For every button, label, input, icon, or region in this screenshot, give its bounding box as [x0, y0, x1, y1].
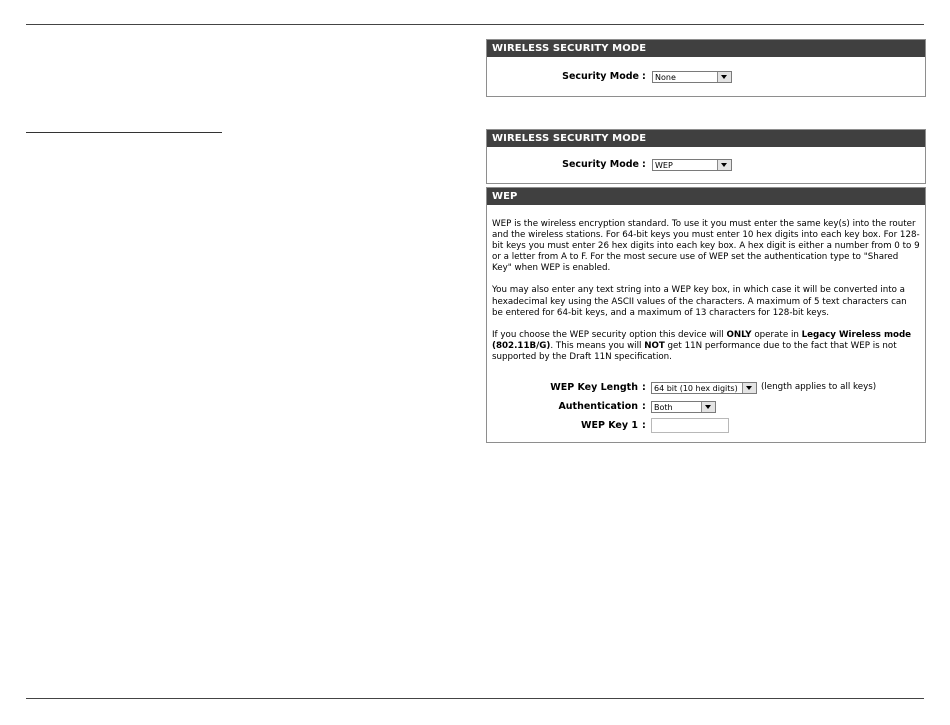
top-divider [26, 24, 924, 25]
heading-underline [26, 132, 222, 133]
colon: : [642, 71, 646, 82]
text-segment: If you choose the WEP security option this device will [492, 329, 727, 340]
security-mode-label: Security Mode [562, 159, 639, 170]
chevron-down-icon[interactable] [717, 160, 731, 170]
wep-description-para-3 [492, 330, 920, 363]
wireless-security-mode-panel-wep [486, 129, 926, 184]
authentication-select[interactable] [651, 401, 716, 413]
wep-description-para-1: WEP is the wireless encryption standard. To use it you must enter the same key(s) into the router and the wireless stations. For 64-bit keys you must enter 10 hex digits into each key box. For 128-bit keys you must enter 26 hex digits into each key box. A hex digit is either a number from 0 to 9 or a letter from A to F. For the most secure use of WEP set the authentication type to "Shared Key" when WEP is enabled. [492, 219, 920, 274]
chevron-down-icon[interactable] [701, 402, 715, 412]
security-mode-row [487, 57, 925, 95]
security-mode-label: Security Mode [562, 71, 639, 82]
colon: : [642, 382, 646, 393]
panel-header: WEP [487, 188, 925, 205]
text-segment: get 11N performance due to the fact that WEP is not supported by the Draft 11N specification. [492, 340, 897, 362]
emphasis-not: NOT [644, 340, 665, 351]
emphasis-legacy-mode: Legacy Wireless mode (802.11B/G) [492, 329, 912, 351]
wep-key-1-label: WEP Key 1 [581, 420, 638, 431]
wep-key-length-label: WEP Key Length [550, 382, 638, 393]
security-mode-selected: None [655, 73, 676, 82]
security-mode-selected: WEP [655, 161, 673, 170]
panel-header: WIRELESS SECURITY MODE [487, 40, 925, 57]
emphasis-only: ONLY [726, 329, 752, 340]
panel-header: WIRELESS SECURITY MODE [487, 130, 925, 147]
bottom-divider [26, 698, 924, 699]
wep-key-length-selected: 64 bit (10 hex digits) [654, 384, 738, 393]
chevron-down-icon[interactable] [717, 72, 731, 82]
authentication-selected: Both [654, 403, 673, 412]
wep-description [487, 205, 925, 363]
key-length-note: (length applies to all keys) [761, 382, 877, 392]
colon: : [642, 159, 646, 170]
authentication-label: Authentication [558, 401, 638, 412]
security-mode-select[interactable] [652, 71, 732, 83]
colon: : [642, 420, 646, 431]
wep-key-1-input[interactable] [651, 418, 729, 433]
wep-key-length-select[interactable] [651, 382, 757, 394]
text-segment: operate in [751, 329, 802, 340]
security-mode-row [487, 147, 925, 182]
wep-description-para-2: You may also enter any text string into a WEP key box, in which case it will be converted into a hexadecimal key using the ASCII values of the characters. A maximum of 5 text characters can be entered for 64-bit keys, and a maximum of 13 characters for 128-bit keys. [492, 285, 907, 318]
wep-panel [486, 187, 926, 443]
wireless-security-mode-panel-none [486, 39, 926, 97]
chevron-down-icon[interactable] [742, 383, 756, 393]
security-mode-select[interactable] [652, 159, 732, 171]
text-segment: . This means you will [550, 340, 645, 351]
colon: : [642, 401, 646, 412]
